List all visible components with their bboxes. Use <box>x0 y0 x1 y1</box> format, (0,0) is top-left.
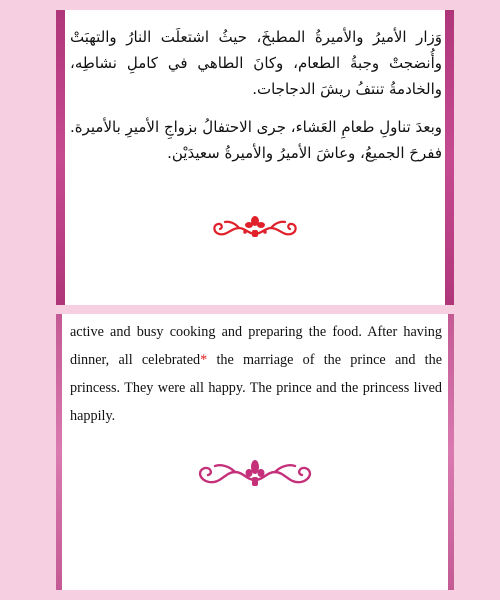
arabic-text <box>70 24 442 178</box>
english-text-part-1: active and busy cooking and preparing the food. After having dinner, all celebrated <box>70 324 442 368</box>
english-text <box>70 318 442 430</box>
top-page <box>56 10 454 305</box>
page-border-left <box>56 314 62 590</box>
bottom-page <box>56 314 454 590</box>
page-border-right <box>445 10 454 305</box>
ornament-pink-divider-icon <box>187 456 323 500</box>
page-border-right <box>448 314 454 590</box>
arabic-paragraph-2: وبعدَ تناولِ طعامِ العَشاء، جرى الاحتفالُ بزواجِ الأميرِ بالأميرة. ففرحَ الجميعُ، وعاشَ الأميرُ والأميرةُ سعيدَيْن. <box>70 118 442 162</box>
page-border-left <box>56 10 65 305</box>
arabic-paragraph-1: وَزار الأميرُ والأميرةُ المطبخَ، حيثُ اشتعلَت النارُ والتهبَتْ وأُنضجتْ وجبةُ الطعام، وكانَ الطاهي في كاملِ نشاطِه، والخادمةُ تنتفُ ريشَ الدجاجات. <box>70 28 442 98</box>
footnote-star: * <box>200 352 208 368</box>
english-text-part-2: the marriage of the prince and the princess. They were all happy. The prince and the princess lived happily. <box>70 352 442 424</box>
ornament-red-divider-icon <box>205 210 305 248</box>
